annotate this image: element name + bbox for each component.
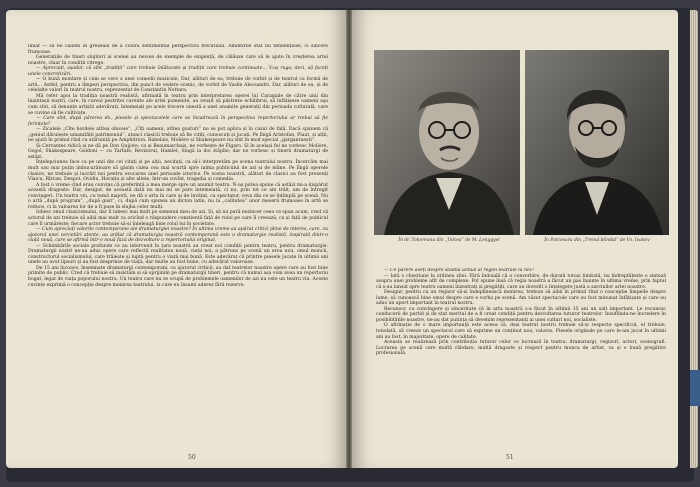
paragraph: — Schimbările sociale profunde ce au intervenit în țara noastră au creat noi condiții pentru teatru, pentru dramaturgie. Dramaturgii noștri ne-au adus opere care reflectă realitatea nouă, vieții noi; a pătruns pe scenă un erou nou, omul muncii, constructorul socialismului, care trăiește și luptă pentru o viață mai bună. Este adevărat că printre piesele jucate în ultimii ani unele au avut lipsuri și au fost desprinse de viață, dar multe au fost bune, cu adevărat valoroase.	[28, 243, 328, 266]
paragraph: — Cum apreciați valorile contemporane ale dramaturgiei noastre? În ultima vreme au apărut critici pline de interes, care, cu ajutorul unei cercetări atente, au arătat că dramaturgia noastră contemporană este o dramaturgie realistă, inspirată dintr-o viață nouă, care se afirmă într-o nouă fază de dezvoltare a repertoriului original.	[28, 227, 328, 244]
paragraph: Recunosc cu convingere și sinceritate că în arta noastră s-a făcut în ultimii 15 ani un salt important. Le recunosc conducerii de partid și de stat meritul de a fi creat condiții pentru dezvoltarea tuturor teatrelor. Insuflîndu-ne încredere în posibilitățile noastre, ne-au dat putința să devenim reprezentanți ai unei culturi noi, socialiste.	[376, 306, 666, 323]
portrait-photo-bearded	[525, 50, 669, 235]
right-page-text	[376, 268, 666, 454]
paragraph: — Zicalele „Cîte bordeie atîtea obiceie”, „Cîți oameni, atîtea gusturi” nu se pot aplica și în cazul de față. Dacă spunem că „geniul dăruiește umanității patrimoniul”, atunci clasicii trebuie să fie citiți, cunoscuți și jucați. Pe lîngă Aristofan, Plaut, și alții, ne ajută în primul rînd cu stăruință pe Amphitrion. Rabelais, Molière și Shakespeare nu sînt în mod special „gargantuești”.	[28, 127, 328, 144]
paragraph: — Apreciați, așadar, că sînt „tradiții” care trebuie înlăturate și tradiții care trebuie continuate... V-aș ruga, deci, să faceți unele concretizări.	[28, 66, 328, 77]
paragraph: liniat — să ne căliem în greșeala de a colora sentimental perspectiva trecutului. Amintirile stat nu tendențiose, ci sincere frumoase.	[28, 44, 328, 55]
paragraph: O afirmație de o mare importanță este aceea că, deși teatrul nostru trebuie să-și respecte specificul, el trebuie, totodată, să creeze un spectacol care să exprime un conținut nou, valoros. Piesele originale pe care le-am jucat în ultimii ani au fost, în majoritate, opere de calitate.	[376, 323, 666, 340]
paragraph: — Care sînt, după părerea dv., piesele și spectacolele care se încadrează în perspectiva repertoriului ar trebui să fie ferințele?	[28, 116, 328, 127]
paragraph: Și Cervantes ridică și ne dă pe Don Quijote; ca și Beaumarchais, ne vorbește de Figaro. Și în același fel ne vorbesc Molière, Gogol, Shakespeare, Goldoni — cu Tartufe, Revizorul, Hamlet, Slugă la doi stăpîni; dar ne vorbesc și tinerii dramaturgi de astăzi.	[28, 143, 328, 160]
paragraph: Înțelepciunea face ca pe unii din cei citați și pe alții, necitați, ca să-i interpretăm pe scena teatrului nostru. Încercăm mai mult sau mai puțin imbucurătoare să găsim calea cea mai scurtă spre inima publicului de azi și de mîine. Pe lîngă operele clasice, ne trebuie și lucrări noi pentru evocarea unei perioade istorice. Pe scena noastră, alături de clasici au fost prezenți Vlaicu, Rîzvan, Despot, Ovidiu, Horațiu și alte altele, într-un cuvînt, tragedia și comedia.	[28, 160, 328, 183]
paragraph: Iubesc omul clasicismului, dar îl iubesc mai mult pe semenul meu de azi. Și, să nu pară nesincer ceea ce spun acum, cred că actorul de azi trebuie să aibă mai mult ca oricînd o răspundere conștientă față de rolul pe care îl creează, ca și față de publicul care îl urmărește; fiecare actor trebuie să-și înțeleagă bine rolul lui în societate.	[28, 210, 328, 227]
photo-caption: În dr. Tohereanu din „Tolcea” de M. Lenggyel	[398, 238, 500, 243]
paragraph: Mă refer apoi la tradiția noastră realistă, afirmată în teatru prin interpretarea operei lui Caragiale de către unii din înaintașii noștri, care, în cursul pestriței curente ale artei pomenite, au reușit să păstreze echilibrul, să înfățișeze oameni aşa cum sînt, să denunțe artiștii adevărați, întemeiați pe acele trecere onestă a unei anumite generații din perioada culturală, care se cuvine să fie cultivate.	[28, 93, 328, 116]
page-number: 51	[506, 454, 514, 461]
paragraph: — O bună montare și cum se cere a unei comedii muzicale, Dar, alături de ea, trebuie de vorbit și de teatrul ca formă de artă... Astfel, pentru a limpezi perspectiva, din punct de vedere scenic, de vorbit de Vasile Alecsandri. Dar, alături de ea, și de celelalte valori în teatrul nostru, reprezentat de Constantin Nottara.	[28, 77, 328, 94]
left-page-text	[28, 44, 328, 450]
paragraph: Generațiile de tineri slujitori ai scenei au nevoie de exemple de exigență, de călăuze care să le ajute în creșterea artei noastre, chiar în condiții vitrege.	[28, 55, 328, 66]
photo-caption: În Potcovaru din „Trenul blindat” de Vs. Ivanov	[544, 238, 650, 243]
page-number: 50	[188, 454, 196, 461]
portrait-photo-glasses	[374, 50, 520, 235]
left-page	[6, 10, 346, 468]
paragraph: De 15 ani încoace, însemnate dramaturgi contemporani, cu ajutorul criticii, au dat teatrelor noastre opere care au fost bine primite de public. Cred că trebuie să insistăm și să sprijinim pe dramaturgii tineri, pentru că numai așa vom avea un repertoriu bogat, legat de viața poporului nostru. Un teatru care nu se ocupă de problemele oamenilor de azi nu este un teatru viu. Aceste cuvinte exprimă o concepție despre menirea teatrului, la care eu însumi aderez fără rezerve.	[28, 265, 328, 288]
paragraph: Aceasta se realizează prin contribuția tuturor celor ce lucrează în teatru: dramaturgi, regizori, actori, scenografi. Lucrarea pe scenă cere multă răbdare, multă dragoste și respect pentru munca de artist, ca și o bună pregătire profesională.	[376, 340, 666, 357]
right-page	[352, 10, 678, 468]
paragraph: — Ce părere aveți despre stadiul actual al regiei teatrale la noi?	[384, 268, 534, 273]
paragraph: — Iată o chestiune la ordinea zilei. Fără îndoială că o convorbire, de durată totuși limitată, nu îndreptățește o sinteză asupra unei probleme atît de complexe. Pot spune însă că regia noastră a făcut un pas înainte în ultima vreme, prin faptul că s-au lansat spre teatru oameni înzestrați și pregătiți, care au dovedit o înțelegere justă a sarcinilor artei noastre.	[376, 273, 666, 290]
bookmark-tab	[690, 370, 700, 406]
paragraph: A fost o vreme cînd erau convins că preferință a mea merge spre un anumit teatru. N-aș putea spune că astăzi mi-a dispărut această dragoste. Dar, desigur, de această dată nu mai mi se pare întemeiată, ci nu, prin tot ce am trăit, am de întregit convingeri. Un teatru viu, cu temă majoră, ne dă o arta în care ai de învățat, ca spectator, ceva din ce se întîmplă pe scenă. Nu o artă „după program”, „după gust”, ci, după cum spunea un dicton latin, nu la „calitatea” unor meserii frumoase în artă se reduce, ci la valoarea lor de a fi puse în slujba celor mulți.	[28, 182, 328, 210]
paragraph: Desigur, pentru ca un regizor să-și îndeplinească menirea, trebuie să aibă în primul rînd o concepție limpede despre lume, să cunoască bine omul despre care e vorba pe scenă. Am văzut spectacole care au fost minunat înfățișate și care au adus un aport important în teatrul nostru.	[376, 290, 666, 307]
